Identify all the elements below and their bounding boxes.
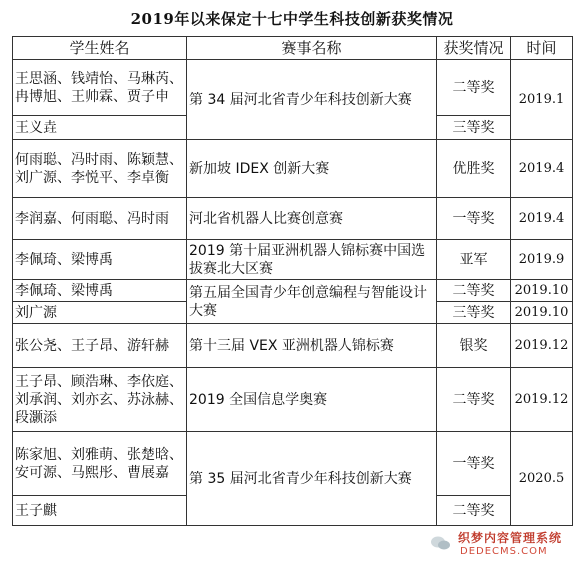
date-cell: 2019.12 [511, 368, 573, 432]
competition-cell: 第 35 届河北省青少年科技创新大赛 [187, 432, 437, 526]
awards-table [12, 36, 573, 526]
header-competition: 赛事名称 [187, 37, 437, 60]
student-names-cell: 张公尧、王子昂、游轩赫 [13, 324, 187, 368]
student-names-cell: 李佩琦、梁博禹 [13, 240, 187, 280]
date-cell: 2019.10 [511, 302, 573, 324]
student-names-cell: 陈家旭、刘雅萌、张楚晗、安可源、马熙彤、曹展嘉 [13, 432, 187, 496]
header-award: 获奖情况 [437, 37, 511, 60]
award-cell: 三等奖 [437, 302, 511, 324]
award-cell: 银奖 [437, 324, 511, 368]
award-cell: 亚军 [437, 240, 511, 280]
award-cell: 三等奖 [437, 116, 511, 140]
date-cell: 2019.9 [511, 240, 573, 280]
header-date: 时间 [511, 37, 573, 60]
document-title: 2019年以来保定十七中学生科技创新获奖情况 [130, 10, 454, 28]
date-cell: 2019.12 [511, 324, 573, 368]
table-row [13, 140, 573, 198]
watermark-sub-text: DEDECMS.COM [460, 546, 548, 557]
table-row [13, 324, 573, 368]
wechat-icon [430, 535, 452, 554]
award-cell: 一等奖 [437, 198, 511, 240]
date-cell: 2019.4 [511, 140, 573, 198]
award-cell: 一等奖 [437, 432, 511, 496]
date-cell: 2019.10 [511, 280, 573, 302]
student-names-cell: 李佩琦、梁博禹 [13, 280, 187, 302]
table-header-row [13, 37, 573, 60]
table-row [13, 280, 573, 302]
competition-cell: 第 34 届河北省青少年科技创新大赛 [187, 60, 437, 140]
student-names-cell: 王子麒 [13, 496, 187, 526]
table-row [13, 60, 573, 116]
header-student-names: 学生姓名 [13, 37, 187, 60]
table-row [13, 240, 573, 280]
award-cell: 二等奖 [437, 368, 511, 432]
competition-cell: 2019 全国信息学奥赛 [187, 368, 437, 432]
competition-cell: 2019 第十届亚洲机器人锦标赛中国选拔赛北大区赛 [187, 240, 437, 280]
watermark-main-text: 织梦内容管理系统 [458, 531, 563, 545]
student-names-cell: 何雨聪、冯时雨、陈颖慧、刘广源、李悦平、李卓衡 [13, 140, 187, 198]
student-names-cell: 王义垚 [13, 116, 187, 140]
table-row [13, 368, 573, 432]
site-watermark [430, 529, 580, 561]
student-names-cell: 王思涵、钱靖怡、马琳芮、冉博旭、王帅霖、贾子申 [13, 60, 187, 116]
competition-cell: 新加坡 IDEX 创新大赛 [187, 140, 437, 198]
award-cell: 优胜奖 [437, 140, 511, 198]
date-cell: 2019.1 [511, 60, 573, 140]
student-names-cell: 王子昂、顾浩琳、李依庭、刘承润、刘亦玄、苏泳赫、段灏添 [13, 368, 187, 432]
student-names-cell: 刘广源 [13, 302, 187, 324]
date-cell: 2019.4 [511, 198, 573, 240]
competition-cell: 第十三届 VEX 亚洲机器人锦标赛 [187, 324, 437, 368]
award-cell: 二等奖 [437, 60, 511, 116]
competition-cell: 第五届全国青少年创意编程与智能设计大赛 [187, 280, 437, 324]
table-row [13, 198, 573, 240]
award-cell: 二等奖 [437, 280, 511, 302]
table-row [13, 432, 573, 496]
date-cell: 2020.5 [511, 432, 573, 526]
competition-cell: 河北省机器人比赛创意赛 [187, 198, 437, 240]
award-cell: 二等奖 [437, 496, 511, 526]
student-names-cell: 李润嘉、何雨聪、冯时雨 [13, 198, 187, 240]
